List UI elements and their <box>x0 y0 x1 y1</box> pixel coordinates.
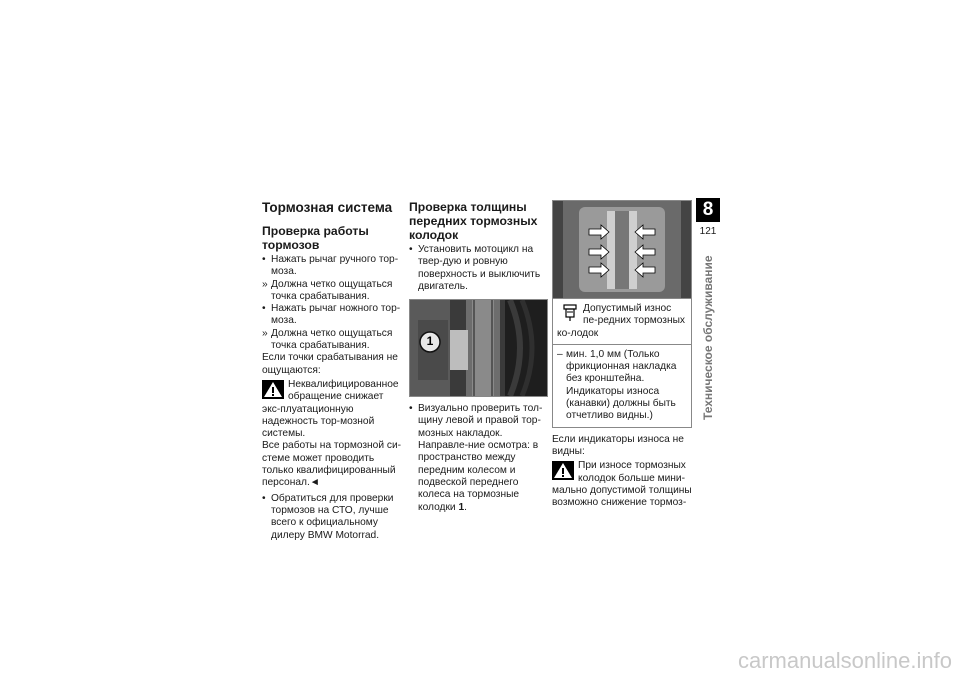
divider <box>553 344 691 345</box>
reference-number: 1 <box>458 501 465 513</box>
chapter-title: Техническое обслуживание <box>701 255 715 420</box>
brake-pad-wear-photo <box>552 200 692 299</box>
column-1 <box>262 200 402 542</box>
spec-value: – мин. 1,0 мм (Только фрикционная накладка без кронштейна. Индикаторы износа (канавки) должны быть отчетливо видны.) <box>557 348 677 422</box>
subsection-title: Проверка толщины передних тормозных колодок <box>409 200 538 242</box>
section-title: Тормозная система <box>262 200 393 215</box>
paragraph: Если индикаторы износа не видны: <box>552 433 684 457</box>
column-2 <box>409 200 546 514</box>
warning-text: При износе тормозных колодок больше мини-мально допустимой толщины возможно снижение тормоз- <box>552 460 692 509</box>
brake-pad-spec-icon <box>563 304 577 322</box>
list-item: • Нажать рычаг ножного тор-моза. <box>262 303 401 327</box>
paragraph: Все работы на тормозной си-стеме может проводить только квалифицированный персонал.◄ <box>262 440 402 489</box>
brake-pad-illustration <box>553 201 691 298</box>
list-item: • Установить мотоцикл на твер-дую и ровную поверхность и выключить двигатель. <box>409 244 541 292</box>
list-item: • Нажать рычаг ручного тор-моза. <box>262 254 399 278</box>
warning-icon <box>552 461 574 480</box>
column-3 <box>552 200 692 509</box>
chapter-number: 8 <box>696 198 720 222</box>
subsection-title: Проверка работы тормозов <box>262 224 369 252</box>
spec-header <box>557 303 687 340</box>
brake-pad-photo <box>409 299 548 397</box>
watermark: carmanualsonline.info <box>737 648 952 673</box>
paragraph: Если точки срабатывания не ощущаются: <box>262 352 398 376</box>
photo-callout-label: 1 <box>426 334 434 349</box>
warning-icon <box>262 380 284 399</box>
list-item: • Визуально проверить тол-щину левой и правой тор-мозных накладок. Направле-ние осмотра: в пространство между передним колесом и подвеской переднего колеса на тормозные колодки 1. <box>409 403 543 513</box>
spec-title: Допустимый износ пе-редних тормозных ко-лодок <box>557 303 686 339</box>
warning-block <box>552 460 692 509</box>
list-item: » Должна четко ощущаться точка срабатывания. <box>262 278 393 302</box>
page-number: 121 <box>699 226 717 237</box>
list-item: • Обратиться для проверки тормозов на СТО, лучше всего к официальному дилеру BMW Motorrad. <box>262 492 394 541</box>
warning-block <box>262 379 402 440</box>
warning-text: Неквалифицированное обращение снижает экс-плуатационную надежность тор-мозной системы. <box>262 378 399 440</box>
spec-box <box>552 299 692 428</box>
brake-photo-illustration <box>410 300 547 396</box>
list-item: » Должна четко ощущаться точка срабатывания. <box>262 327 393 352</box>
